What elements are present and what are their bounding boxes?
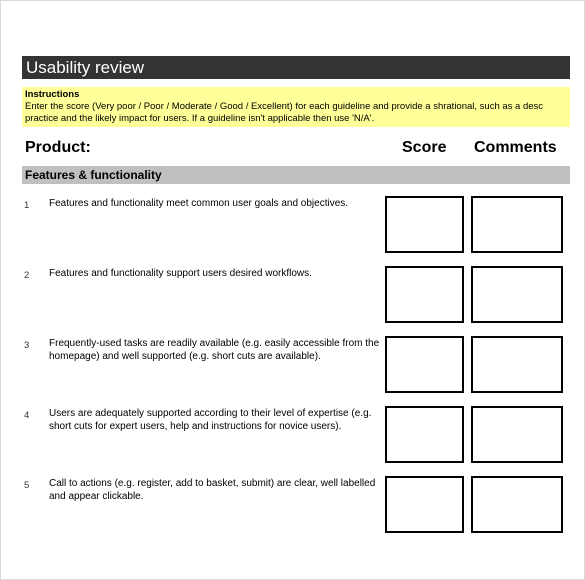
guideline-row <box>22 406 570 466</box>
comment-input-box[interactable] <box>471 476 563 533</box>
guideline-number: 1 <box>24 200 30 211</box>
guideline-number: 2 <box>24 270 30 281</box>
guideline-text: Features and functionality support users desired workflows. <box>49 268 312 279</box>
comment-input-box[interactable] <box>471 336 563 393</box>
score-column-header: Score <box>402 139 447 156</box>
guideline-number: 4 <box>24 410 30 421</box>
score-input-box[interactable] <box>385 336 464 393</box>
instructions-line-2: practice and the likely impact for users. If a guideline isn't applicable then use 'N/A'. <box>25 113 375 124</box>
section-header: Features & functionality <box>22 166 570 184</box>
guideline-row <box>22 336 570 396</box>
guideline-number: 5 <box>24 480 30 491</box>
guideline-text: Users are adequately supported according to their level of expertise (e.g. short cuts for expert users, help and instructions for novice users). <box>49 408 372 432</box>
column-header-row <box>22 137 570 159</box>
guideline-text: Frequently-used tasks are readily available (e.g. easily accessible from the homepage) and well supported (e.g. short cuts are available). <box>49 338 380 362</box>
comments-column-header: Comments <box>474 139 557 156</box>
guideline-row <box>22 476 570 536</box>
score-input-box[interactable] <box>385 476 464 533</box>
comment-input-box[interactable] <box>471 406 563 463</box>
score-input-box[interactable] <box>385 196 464 253</box>
instructions-box <box>22 87 570 127</box>
guideline-text: Call to actions (e.g. register, add to basket, submit) are clear, well labelled and appear clickable. <box>49 478 376 502</box>
guideline-row <box>22 196 570 256</box>
product-label: Product: <box>25 139 91 156</box>
guideline-number: 3 <box>24 340 30 351</box>
comment-input-box[interactable] <box>471 266 563 323</box>
instructions-heading: Instructions <box>25 89 80 100</box>
guideline-text: Features and functionality meet common user goals and objectives. <box>49 198 349 209</box>
comment-input-box[interactable] <box>471 196 563 253</box>
instructions-line-1: Enter the score (Very poor / Poor / Moderate / Good / Excellent) for each guideline and provide a shrational, such as a desc <box>25 101 544 112</box>
page-title: Usability review <box>22 56 570 79</box>
guideline-row <box>22 266 570 326</box>
score-input-box[interactable] <box>385 406 464 463</box>
score-input-box[interactable] <box>385 266 464 323</box>
